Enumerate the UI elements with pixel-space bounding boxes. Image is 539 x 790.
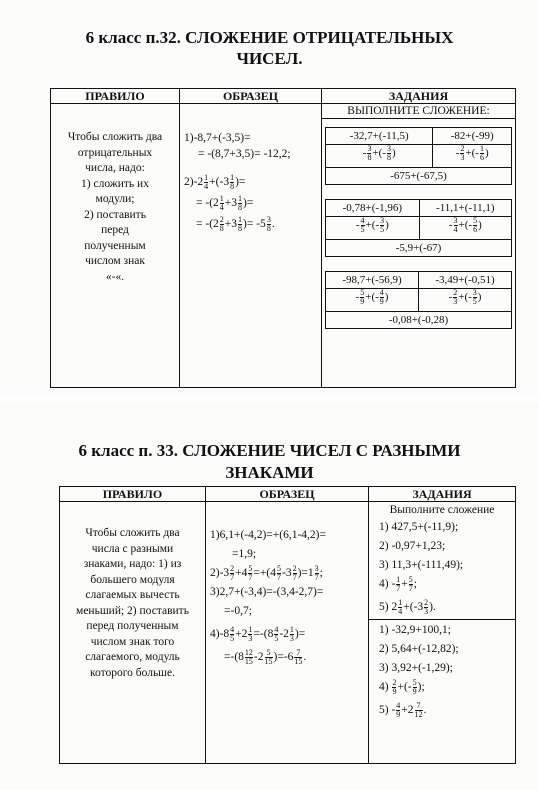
task-cell: -82+(-99) bbox=[433, 128, 512, 145]
rule-cell bbox=[60, 502, 206, 764]
task-cell: -98,7+(-56,9) bbox=[326, 272, 419, 289]
task-cell: -3,49+(-0,51) bbox=[419, 272, 512, 289]
example-3-line: 3)2,7+(-3,4)=-(3,4-2,7)= bbox=[210, 586, 324, 598]
rule-line: 2) поставить bbox=[84, 208, 146, 221]
example-2-line: 2)-3 $\frac{2}{7}$ +4 $\frac{5}{7}$ =+(4 $\frac{5}{7}$ -3 $\frac{2}{7}$ )=1 $\frac{3}{7}$ ; bbox=[210, 563, 323, 582]
example-cell bbox=[180, 104, 322, 388]
page-title-line2: ЗНАКАМИ bbox=[225, 463, 314, 482]
task-item: 5) 2 $\frac{1}{4}$ +(-3 $\frac{2}{3}$ ). bbox=[379, 597, 436, 616]
rule-line: отрицательных bbox=[77, 146, 153, 159]
example-1-line: 1)6,1+(-4,2)=+(6,1-4,2)= bbox=[210, 529, 326, 541]
page-title-line1: 6 класс п. 33. СЛОЖЕНИЕ ЧИСЕЛ С РАЗНЫМИ bbox=[78, 441, 461, 460]
rule-line: Чтобы сложить два bbox=[67, 131, 163, 143]
task-item: 5) - $\frac{4}{9}$ +2 $\frac{7}{12}$ . bbox=[379, 700, 427, 719]
task-groups bbox=[325, 127, 512, 329]
tasks-cell bbox=[369, 502, 516, 764]
tasks-cell bbox=[322, 104, 516, 388]
worksheet-table bbox=[59, 486, 516, 764]
task-item: 2) 5,64+(-12,82); bbox=[379, 643, 459, 655]
task-cell-wide: -0,08+(-0,28) bbox=[326, 312, 512, 329]
rule-line: «-«. bbox=[105, 270, 125, 283]
rule-line: Чтобы сложить два bbox=[85, 527, 180, 539]
rule-header: ПРАВИЛО bbox=[60, 487, 206, 502]
task-cell: -32,7+(-11,5) bbox=[326, 128, 433, 145]
tasks-title: ВЫПОЛНИТЕ СЛОЖЕНИЕ: bbox=[322, 104, 515, 119]
rule-line: 1) сложить их bbox=[81, 177, 149, 190]
example-2-line-1: 2)-2 $\frac{1}{4}$ +(-3 $\frac{1}{8}$ )= bbox=[184, 173, 246, 191]
task-cell: - $\frac{3}{8}$ +(- $\frac{3}{8}$ ) bbox=[326, 145, 433, 168]
task-cell: - $\frac{3}{4}$ +(- $\frac{5}{6}$ ) bbox=[419, 217, 511, 240]
example-2-line-2: = -(2 $\frac{1}{4}$ +3 $\frac{1}{8}$ )= bbox=[196, 194, 254, 212]
rule-line: перед bbox=[101, 224, 129, 236]
task-cell: -0,78+(-1,96) bbox=[326, 200, 420, 217]
task-item: 1) -32,9+100,1; bbox=[379, 624, 451, 636]
example-1-line: = -(8,7+3,5)= -12,2; bbox=[198, 148, 291, 160]
rule-cell bbox=[51, 104, 180, 388]
task-cell: - $\frac{4}{5}$ +(- $\frac{3}{5}$ ) bbox=[326, 217, 420, 240]
task-item: 4) - $\frac{1}{7}$ + $\frac{5}{7}$ ; bbox=[379, 574, 417, 593]
page-title-line2: ЧИСЕЛ. bbox=[236, 49, 303, 68]
rule-line: перед полученным bbox=[86, 620, 179, 632]
task-cell: - $\frac{5}{9}$ +(- $\frac{4}{9}$ ) bbox=[326, 289, 419, 312]
task-item: 1) 427,5+(-11,9); bbox=[379, 521, 459, 533]
task-cell-wide: -5,9+(-67) bbox=[326, 240, 512, 257]
example-4-line-2: =-(8 $\frac{12}{15}$ -2 $\frac{5}{15}$ )=-6 $\frac{7}{15}$ . bbox=[224, 647, 307, 666]
rule-line: числа с разными bbox=[91, 542, 174, 555]
tasks-title: Выполните сложение bbox=[389, 504, 495, 516]
example-1-line: 1)-8,7+(-3,5)= bbox=[184, 132, 251, 144]
rule-line: модули; bbox=[95, 193, 135, 205]
task-group bbox=[325, 127, 512, 185]
task-item: 2) -0,97+1,23; bbox=[379, 540, 446, 552]
task-cell-wide: -675+(-67,5) bbox=[326, 168, 512, 185]
worksheet-page-33 bbox=[0, 401, 539, 790]
task-cell: - $\frac{2}{3}$ +(- $\frac{3}{5}$ ) bbox=[419, 289, 512, 312]
rule-line: полученным bbox=[84, 239, 146, 252]
rule-line: числом знак bbox=[85, 255, 145, 267]
task-group bbox=[325, 271, 512, 329]
example-1-line: =1,9; bbox=[232, 548, 257, 560]
task-item: 4) $\frac{2}{9}$ +(- $\frac{5}{9}$ ); bbox=[379, 677, 425, 696]
rule-line: большего модуля bbox=[90, 573, 175, 586]
task-group bbox=[325, 199, 512, 257]
tasks-header: ЗАДАНИЯ bbox=[369, 487, 516, 502]
rule-line: которого больше. bbox=[89, 666, 176, 679]
task-cell: -11,1+(-11,1) bbox=[419, 200, 511, 217]
task-item: 3) 11,3+(-111,49); bbox=[379, 559, 464, 571]
task-cell: - $\frac{2}{3}$ +(- $\frac{1}{6}$ ) bbox=[433, 145, 512, 168]
tasks-header: ЗАДАНИЯ bbox=[322, 89, 516, 104]
example-header: ОБРАЗЕЦ bbox=[180, 89, 322, 104]
rule-line: числом знак того bbox=[90, 635, 175, 648]
rule-line: слагаемых вычесть bbox=[85, 589, 180, 601]
example-4-line-1: 4)-8 $\frac{4}{5}$ +2 $\frac{1}{3}$ =-(8 $\frac{4}{5}$ -2 $\frac{1}{3}$ )= bbox=[210, 624, 306, 643]
example-cell bbox=[206, 502, 369, 764]
rule-line: меньший; 2) поставить bbox=[76, 604, 189, 617]
example-2-line-3: = -(2 $\frac{2}{8}$ +3 $\frac{1}{8}$ )= -5 $\frac{3}{8}$ . bbox=[196, 215, 275, 233]
rule-line: слагаемого, модуль bbox=[85, 651, 180, 663]
example-3-line: =-0,7; bbox=[224, 605, 252, 617]
rule-line: знаками, надо: 1) из bbox=[83, 558, 182, 570]
divider bbox=[369, 619, 515, 620]
rule-header: ПРАВИЛО bbox=[51, 89, 180, 104]
example-header: ОБРАЗЕЦ bbox=[206, 487, 369, 502]
page-title-line1: 6 класс п.32. СЛОЖЕНИЕ ОТРИЦАТЕЛЬНЫХ bbox=[85, 28, 454, 47]
worksheet-table bbox=[50, 88, 516, 388]
task-item: 3) 3,92+(-1,29); bbox=[379, 662, 453, 674]
rule-line: числа, надо: bbox=[85, 162, 145, 174]
